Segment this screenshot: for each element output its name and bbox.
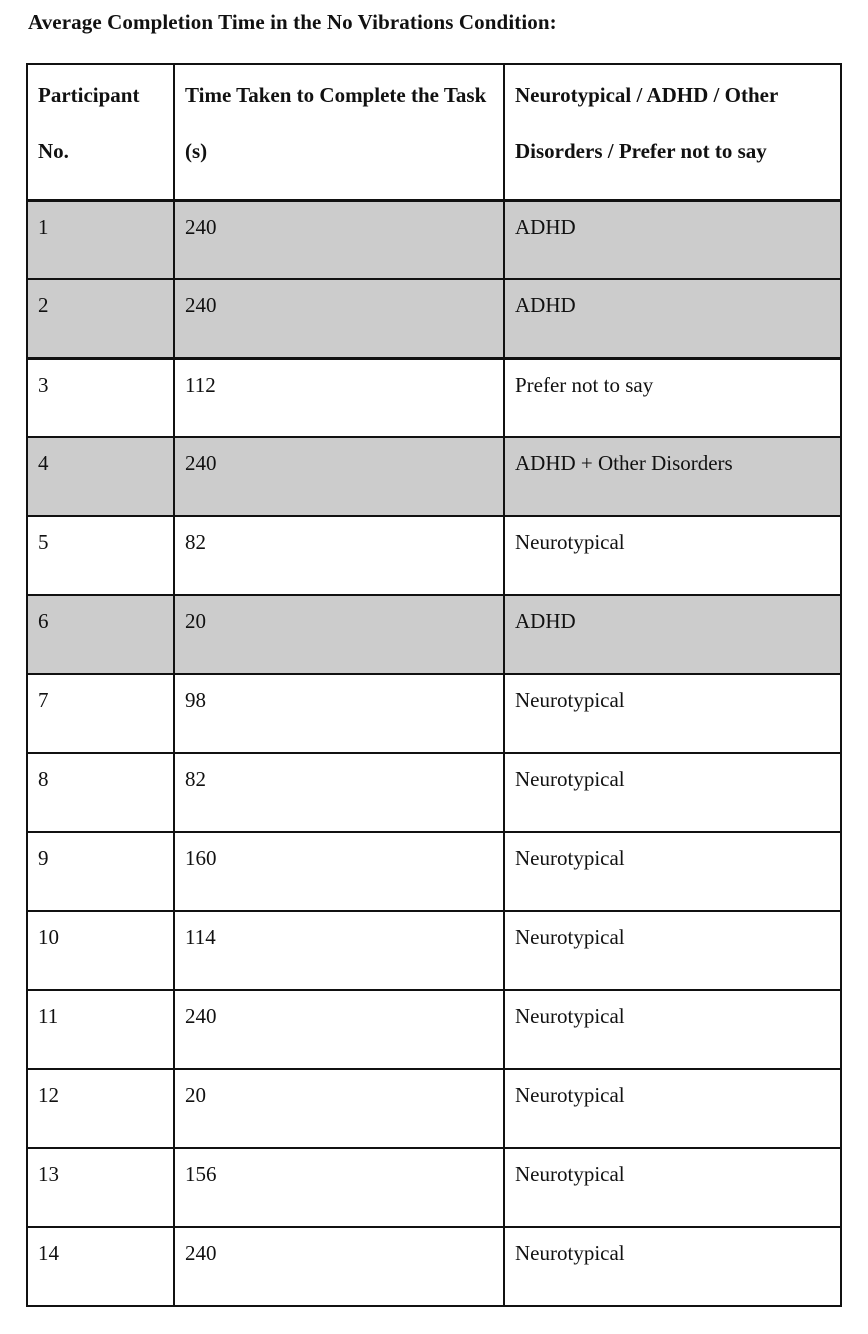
table-row (27, 911, 841, 990)
table-row (27, 1227, 841, 1306)
cell-participant-no: 5 (27, 516, 174, 595)
cell-participant-no: 11 (27, 990, 174, 1069)
header-group: Neurotypical / ADHD / Other Disorders / Prefer not to say (504, 64, 841, 200)
cell-time-taken: 82 (174, 516, 504, 595)
table-row (27, 279, 841, 358)
cell-group: ADHD + Other Disorders (504, 437, 841, 516)
completion-time-table (26, 63, 842, 1307)
cell-time-taken: 114 (174, 911, 504, 990)
cell-participant-no: 12 (27, 1069, 174, 1148)
cell-group: Neurotypical (504, 674, 841, 753)
cell-participant-no: 6 (27, 595, 174, 674)
cell-participant-no: 8 (27, 753, 174, 832)
table-row (27, 990, 841, 1069)
cell-group: Neurotypical (504, 1069, 841, 1148)
cell-participant-no: 13 (27, 1148, 174, 1227)
cell-group: Neurotypical (504, 1148, 841, 1227)
cell-participant-no: 10 (27, 911, 174, 990)
cell-time-taken: 240 (174, 990, 504, 1069)
cell-time-taken: 240 (174, 437, 504, 516)
cell-time-taken: 240 (174, 1227, 504, 1306)
cell-group: Neurotypical (504, 911, 841, 990)
cell-participant-no: 1 (27, 200, 174, 279)
cell-participant-no: 3 (27, 358, 174, 437)
table-body (27, 200, 841, 1306)
header-participant-no: Participant No. (27, 64, 174, 200)
cell-time-taken: 112 (174, 358, 504, 437)
table-row (27, 437, 841, 516)
cell-group: Neurotypical (504, 753, 841, 832)
cell-group: Neurotypical (504, 1227, 841, 1306)
cell-time-taken: 240 (174, 200, 504, 279)
table-row (27, 358, 841, 437)
table-row (27, 832, 841, 911)
cell-time-taken: 240 (174, 279, 504, 358)
cell-group: Neurotypical (504, 990, 841, 1069)
cell-time-taken: 98 (174, 674, 504, 753)
cell-time-taken: 20 (174, 1069, 504, 1148)
cell-time-taken: 160 (174, 832, 504, 911)
cell-group: ADHD (504, 595, 841, 674)
cell-participant-no: 2 (27, 279, 174, 358)
table-header-row (27, 64, 841, 200)
cell-group: Neurotypical (504, 832, 841, 911)
cell-group: Neurotypical (504, 516, 841, 595)
cell-group: ADHD (504, 200, 841, 279)
cell-time-taken: 156 (174, 1148, 504, 1227)
cell-time-taken: 82 (174, 753, 504, 832)
cell-group: Prefer not to say (504, 358, 841, 437)
table-title: Average Completion Time in the No Vibrations Condition: (28, 10, 557, 34)
table-row (27, 200, 841, 279)
cell-participant-no: 7 (27, 674, 174, 753)
table-row (27, 516, 841, 595)
cell-participant-no: 4 (27, 437, 174, 516)
cell-participant-no: 14 (27, 1227, 174, 1306)
header-time-taken: Time Taken to Complete the Task (s) (174, 64, 504, 200)
table-row (27, 674, 841, 753)
table-row (27, 595, 841, 674)
cell-group: ADHD (504, 279, 841, 358)
table-row (27, 1069, 841, 1148)
cell-time-taken: 20 (174, 595, 504, 674)
table-row (27, 1148, 841, 1227)
table-row (27, 753, 841, 832)
cell-participant-no: 9 (27, 832, 174, 911)
